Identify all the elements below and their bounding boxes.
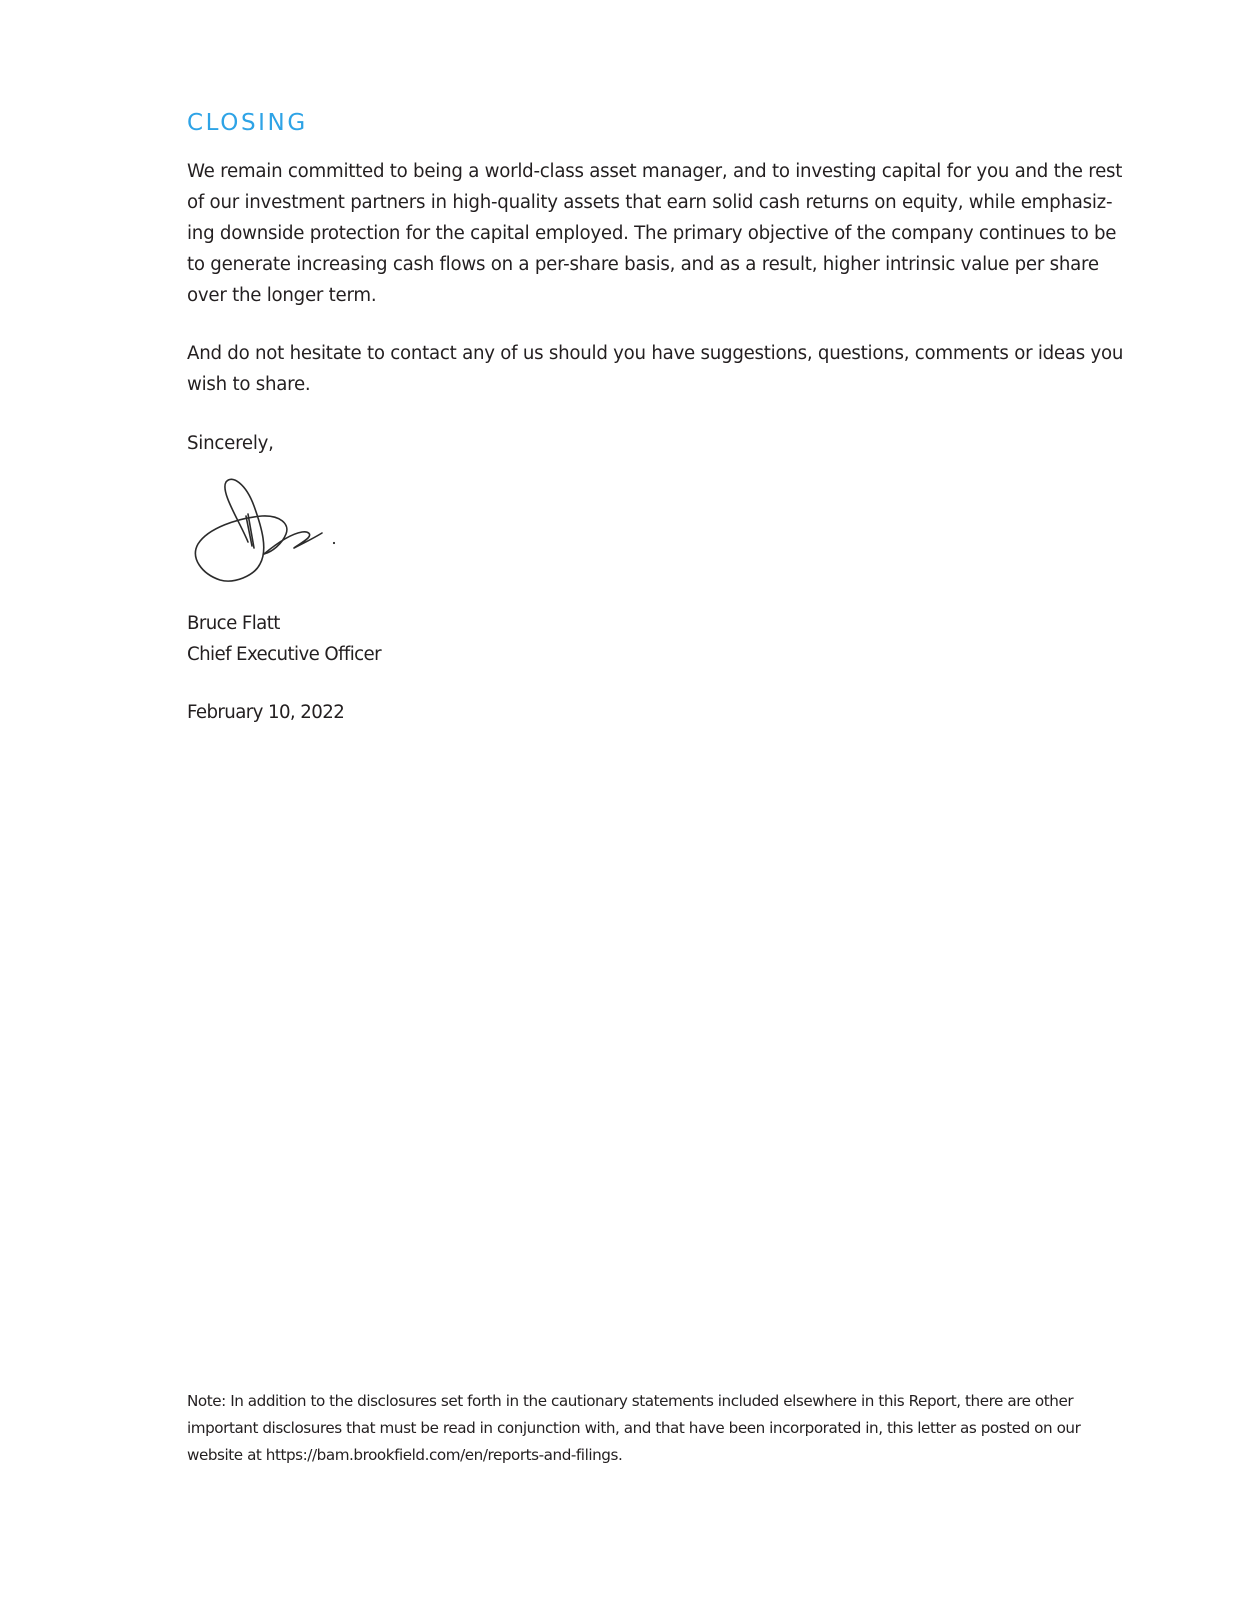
letter-date: February 10, 2022 [187,702,345,723]
closing-paragraph-commitment [187,156,1127,311]
signer-name: Bruce Flatt [187,613,280,634]
closing-salutation: Sincerely, [187,433,274,454]
signature-icon [190,472,360,592]
footnote-line: important disclosures that must be read in conjunction with, and that have been incorporated in, this letter as posted on our [187,1419,1081,1437]
footnote-line: Note: In addition to the disclosures set forth in the cautionary statements included elsewhere in this Report, there are other [187,1392,1074,1410]
footnote-line: website at https://bam.brookfield.com/en/reports-and-filings. [187,1446,623,1464]
paragraph-line: over the longer term. [187,285,377,306]
paragraph-line: of our investment partners in high-quality assets that earn solid cash returns on equity, while emphasiz- [187,192,1113,213]
paragraph-line: wish to share. [187,374,311,395]
disclosure-footnote [187,1388,1147,1469]
paragraph-line: ing downside protection for the capital employed. The primary objective of the company continues to be [187,223,1117,244]
section-heading-closing: CLOSING [187,110,308,136]
closing-paragraph-contact [187,338,1127,400]
paragraph-line: We remain committed to being a world-class asset manager, and to investing capital for you and the rest [187,161,1123,182]
paragraph-line: to generate increasing cash flows on a per-share basis, and as a result, higher intrinsic value per share [187,254,1099,275]
signer-title: Chief Executive Officer [187,644,382,665]
paragraph-line: And do not hesitate to contact any of us should you have suggestions, questions, comments or ideas you [187,343,1124,364]
